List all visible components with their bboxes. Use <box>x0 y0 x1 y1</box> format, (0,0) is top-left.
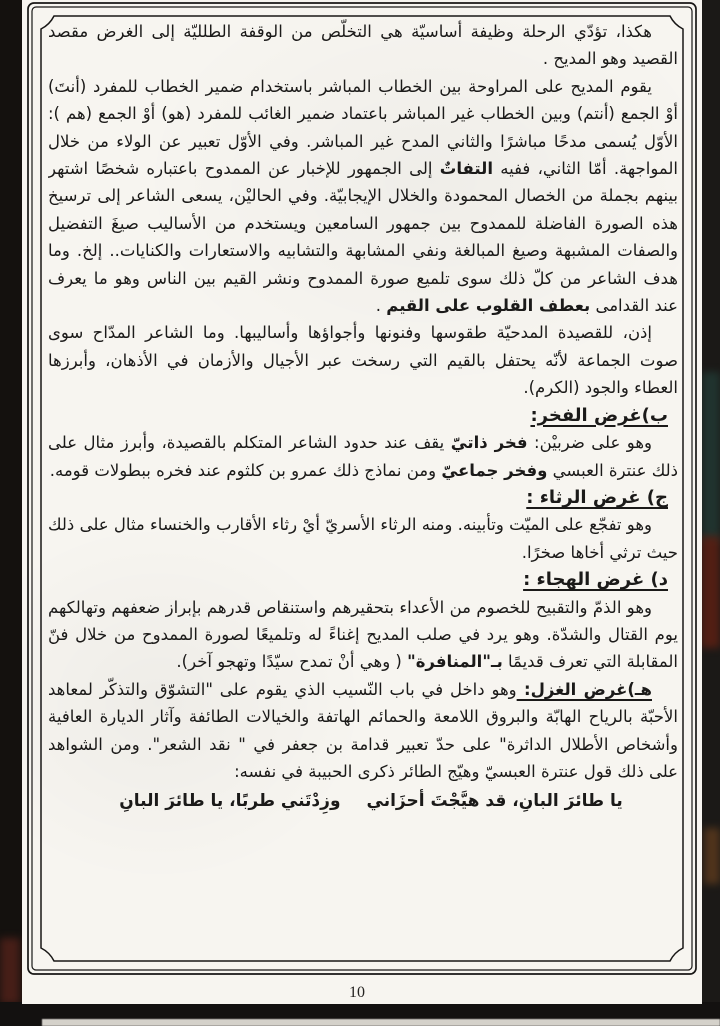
photo-artifact-teal <box>702 372 720 542</box>
text-segment: إذن، للقصيدة المدحيّة طقوسها وفنونها وأجواؤها وأساليبها. وما الشاعر المدّاح سوى صوت الجماعة لأنّه يحتفل بالقيم التي رسخت عبر الأجيال والأزمان في الأذهان، وأبرزها العطاء والجود (الكرم). <box>48 323 678 398</box>
text-segment: هـ)غرض الغزل: <box>516 679 652 699</box>
page-text <box>48 18 678 956</box>
text-segment: بعطف القلوب على القيم <box>386 296 591 316</box>
book-page <box>22 0 702 1004</box>
paragraph <box>48 73 678 320</box>
page-number: 10 <box>349 984 365 1001</box>
photo-background-left <box>0 0 23 1026</box>
text-segment: يقف عند حدود الشاعر المتكلم بالقصيدة، وأبرز مثال على ذلك عنترة العبسي <box>48 433 678 480</box>
paragraph <box>48 594 678 676</box>
section-heading <box>48 484 678 511</box>
text-segment: . <box>375 296 387 316</box>
text-segment: هكذا، تؤدّي الرحلة وظيفة أساسيّة هي التخلّص من الوقفة الطلليّة إلى الغرض مقصد القصيد وهو المديح . <box>48 22 678 69</box>
paragraph <box>48 319 678 401</box>
text-segment: التفاتٌ <box>439 159 493 179</box>
verse-second-hemistich: وزِدْتَني طربًا، يا طائرَ البانِ <box>119 791 341 812</box>
text-segment: يقوم المديح على المراوحة بين الخطاب المباشر باستخدام ضمير الخطاب للمفرد (أنتَ) أوْ الجمع (أنتم) وبين الخطاب غير المباشر باعتماد ضمير الغائب للمفرد (هو) أوْ الجمع (هم ): الأوّل يُسمى مدحًا مباشرًا والثاني المدح غير المباشر. وفي الأوّل تعبير عن الولاء من خلال المواجهة. أمّا الثاني، ففيه <box>48 76 678 179</box>
verse-line <box>56 788 678 815</box>
text-segment: وهو داخل في باب النّسيب الذي يقوم على "التشوّق والتذكّر لمعاهد الأحبّة بالرياح الهابّة والبروق اللامعة والحمائم الهاتفة والخيالات الطائفة وآثار الديارة العافية وأشخاص الأطلال الداثرة" على حدّ تعبير قدامة بن جعفر في " نقد الشعر". ومن الشواهد على ذلك قول عنترة العبسيّ وهيّج الطائر ذكرى الحبيبة في نفسه: <box>48 679 678 781</box>
text-segment: إلى الجمهور للإخبار عن الممدوح باعتباره شخصًا اشتهر بينهم بجملة من الخصال المحمودة والخلال الإيجابيّة. وفي الحاليْن، يسعى الشاعر إلى ترسيخ هذه الصورة الفاضلة للممدوح بين جمهور السامعين ويستخدم من الأساليب صيغَ التفضيل والصفات المشبهة وصيغ المبالغة ونفي المشابهة والتشابيه والاستعارات والكنايات.. إلخ. وما هدف الشاعر من كلّ ذلك سوى تلميع صورة الممدوح ونشر القيم بين الناس وهو ما يعرف عند القدامى <box>48 159 678 316</box>
text-segment: وهو تفجّع على الميّت وتأبينه. ومنه الرثاء الأسريّ أيْ رثاء الأقارب والخنساء مثال على ذلك حيث ترثي أخاها صخرًا. <box>48 515 678 562</box>
paragraph <box>48 676 678 786</box>
text-segment: ج) غرض الرثاء : <box>526 486 668 508</box>
photo-artifact-maroon <box>701 536 720 648</box>
text-segment: وهو الذمّ والتقبيح للخصوم من الأعداء بتحقيرهم واستنقاص قدرهم بإبراز ضعفهم وتهالكهم يوم القتال والشدّة. وهو يرد في صلب المديح إغناءً له وتلميعًا لصورة الممدوح من خلال فنّ المقابلة التي تعرف قديمًا <box>48 597 678 672</box>
text-segment: فخر ذاتيّ <box>450 433 528 453</box>
text-segment: د) غرض الهجاء : <box>523 569 668 591</box>
paragraph <box>48 18 678 73</box>
paragraph <box>48 429 678 484</box>
section-heading <box>48 566 678 593</box>
next-page-edge <box>42 1019 720 1026</box>
photo-background-right <box>701 0 720 1026</box>
text-segment: بـ"المنافرة" <box>407 652 503 672</box>
text-segment: ومن نماذج ذلك عمرو بن كلثوم عند فخره ببطولات قومه. <box>49 460 442 480</box>
text-segment: وهو على ضربيْن: <box>527 433 652 453</box>
photo-background-bottom <box>0 1002 720 1026</box>
section-heading <box>48 402 678 429</box>
text-segment: ( وهي أنْ تمدح سيّدًا وتهجو آخر). <box>176 652 408 672</box>
verse-first-hemistich: يا طائرَ البانِ، قد هيَّجْتَ أحزَاني <box>366 791 623 812</box>
text-segment: وفخر جماعيّ <box>441 460 548 480</box>
paragraph <box>48 511 678 566</box>
text-segment: ب)غرض الفخر: <box>530 404 668 426</box>
photo-artifact-maroon-left <box>0 938 20 1004</box>
photo-artifact-orange <box>704 828 720 884</box>
